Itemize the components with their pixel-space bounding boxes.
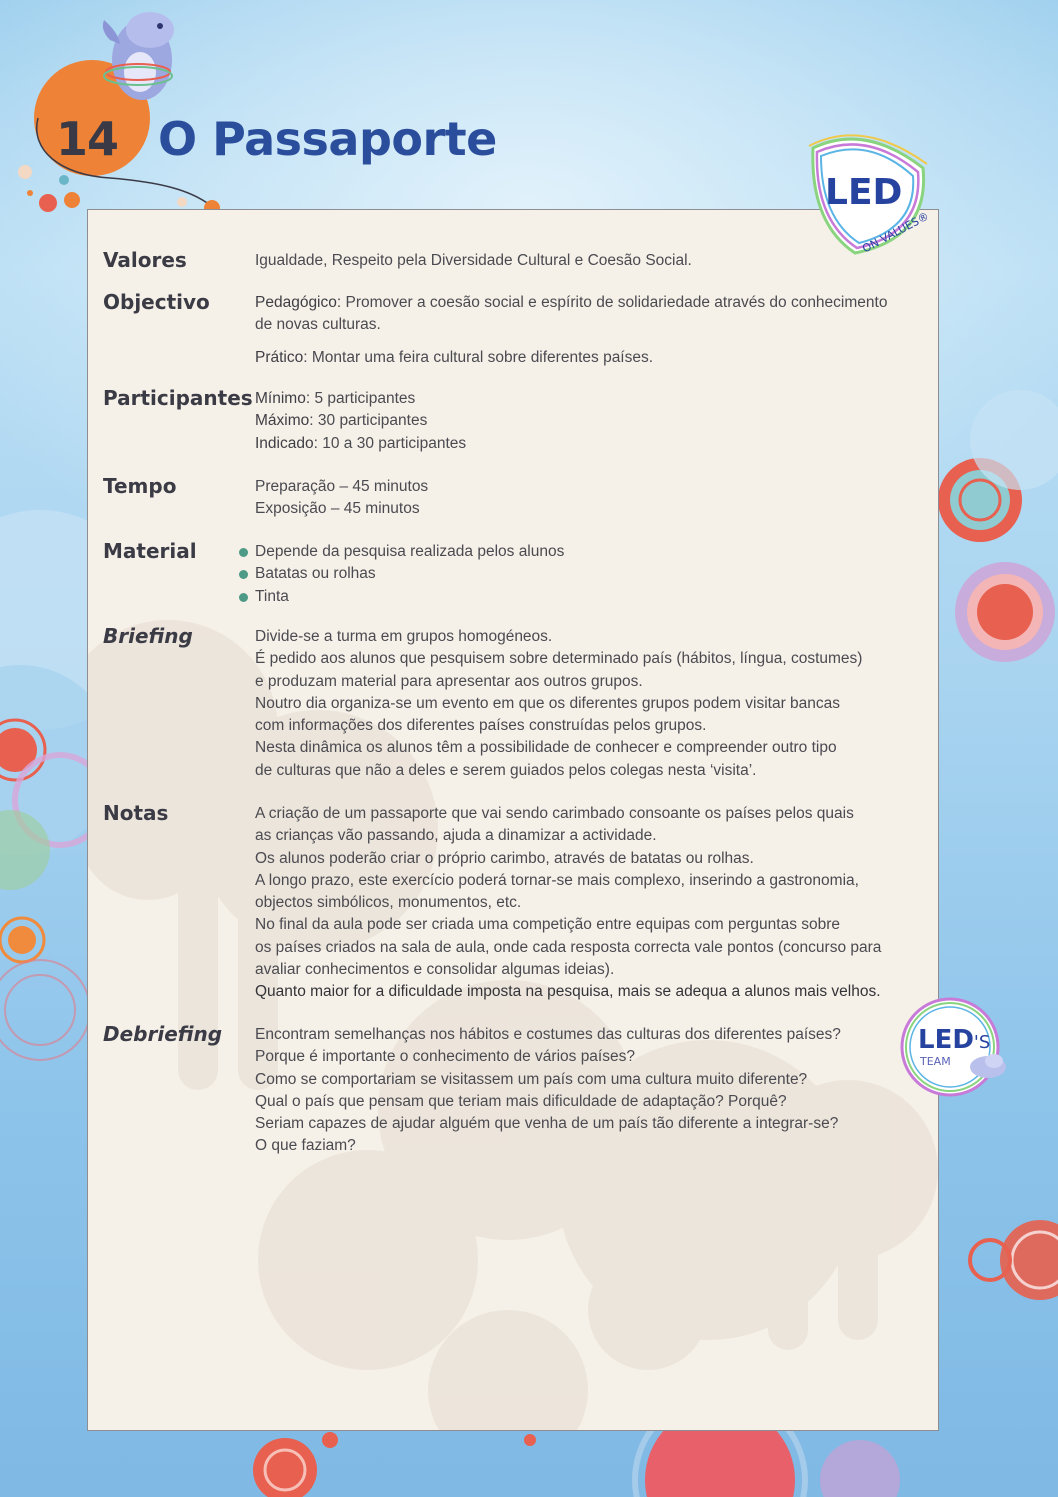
list-item-text: Batatas ou rolhas xyxy=(255,565,376,583)
briefing-line: Noutro dia organiza-se um evento em que os diferentes grupos podem visitar bancas xyxy=(255,694,841,712)
leds-team-suffix: 'S xyxy=(973,1032,991,1053)
notas-line: Os alunos poderão criar o próprio carimbo, através de batatas ou rolhas. xyxy=(255,849,754,867)
briefing-line: e produzam material para apresentar aos outros grupos. xyxy=(255,672,643,690)
notas-line: as crianças vão passando, ajuda a dinamizar a actividade. xyxy=(255,827,657,845)
objectivo-pedagogico: Pedagógico: Promover a coesão social e espírito de solidariedade através do conhecimento xyxy=(255,294,888,311)
debriefing-line: O que faziam? xyxy=(255,1137,356,1155)
material-list xyxy=(255,541,915,608)
debriefing-line: Qual o país que pensam que teriam mais dificuldade de adaptação? Porquê? xyxy=(255,1092,787,1110)
briefing-line: É pedido aos alunos que pesquisem sobre determinado país (hábitos, língua, costumes) xyxy=(255,650,863,668)
debriefing-line: Encontram semelhanças nos hábitos e costumes das culturas dos diferentes países? xyxy=(255,1026,841,1043)
notas-line: objectos simbólicos, monumentos, etc. xyxy=(255,894,522,912)
item-value: 10 a 30 participantes xyxy=(322,434,467,452)
briefing-line: Nesta dinâmica os alunos têm a possibilidade de conhecer e compreender outro tipo xyxy=(255,739,837,757)
participantes-item: Mínimo: 5 participantes xyxy=(255,390,416,407)
item-value: 30 participantes xyxy=(317,412,428,430)
pedagogico-text-line2: de novas culturas. xyxy=(255,316,381,334)
notas-line: A longo prazo, este exercício poderá tornar-se mais complexo, inserindo a gastronomia, xyxy=(255,871,859,889)
section-label: Debriefing xyxy=(103,1022,223,1046)
list-item-text: Tinta xyxy=(255,587,289,605)
section-label: Participantes xyxy=(103,386,253,410)
bullet-icon xyxy=(239,593,248,602)
section-label: Notas xyxy=(103,801,169,825)
objectivo-pratico: Prático: Montar uma feira cultural sobre diferentes países. xyxy=(255,348,654,366)
leds-team-sub: TEAM xyxy=(920,1055,951,1068)
briefing-line: com informações dos diferentes países construídas pelos grupos. xyxy=(255,717,707,735)
leds-team-text xyxy=(918,1025,990,1055)
pratico-text: Montar uma feira cultural sobre diferentes países. xyxy=(311,348,654,366)
section-content xyxy=(255,1024,915,1158)
section-content xyxy=(255,541,915,608)
item-key: Mínimo xyxy=(255,390,306,407)
pedagogico-key: Pedagógico xyxy=(255,294,337,311)
bullet-icon xyxy=(239,548,248,557)
item-value: 5 participantes xyxy=(314,390,416,407)
participantes-item: Máximo: 30 participantes xyxy=(255,412,428,430)
activity-number: 14 xyxy=(56,112,119,166)
section-label: Material xyxy=(103,539,197,563)
item-key: Indicado xyxy=(255,434,314,452)
led-logo-text: LED xyxy=(825,172,903,213)
section-content xyxy=(255,626,915,782)
led-logo-mark: ® xyxy=(915,209,932,227)
section-label: Briefing xyxy=(103,624,193,648)
activity-card xyxy=(87,209,939,1431)
pedagogico-text-line1: Promover a coesão social e espírito de solidariedade através do conhecimento xyxy=(345,294,888,311)
notas-line: os países criados na sala de aula, onde cada resposta correcta vale pontos (concurso para xyxy=(255,938,882,956)
list-item-text: Depende da pesquisa realizada pelos alunos xyxy=(255,543,565,560)
debriefing-line: Como se comportariam se visitassem um país com uma cultura muito diferente? xyxy=(255,1070,808,1088)
led-logo-sub: ON VALUES xyxy=(860,214,922,256)
briefing-line: de culturas que não a deles e serem guiados pelos colegas nesta ‘visita’. xyxy=(255,761,757,779)
list-item xyxy=(255,586,915,608)
tempo-line: Preparação – 45 minutos xyxy=(255,478,429,495)
section-label: Objectivo xyxy=(103,290,210,314)
item-key: Máximo xyxy=(255,412,310,430)
notas-line: A criação de um passaporte que vai sendo carimbado consoante os países pelos quais xyxy=(255,805,854,822)
section-content xyxy=(255,388,915,455)
notas-line: No final da aula pode ser criada uma competição entre equipas com perguntas sobre xyxy=(255,916,841,934)
section-label: Valores xyxy=(103,248,187,272)
section-content xyxy=(255,476,915,521)
notas-line: avaliar conhecimentos e consolidar algumas ideias). xyxy=(255,961,615,979)
section-content xyxy=(255,803,915,1004)
list-item xyxy=(255,541,915,563)
notas-line: Quanto maior for a dificuldade imposta na pesquisa, mais se adequa a alunos mais velhos. xyxy=(255,983,881,1001)
valores-text: Igualdade, Respeito pela Diversidade Cultural e Coesão Social. xyxy=(255,252,692,269)
list-item xyxy=(255,563,915,585)
section-label: Tempo xyxy=(103,474,177,498)
leds-team-main: LED xyxy=(918,1025,974,1055)
led-on-values-logo xyxy=(805,128,935,268)
briefing-line: Divide-se a turma em grupos homogéneos. xyxy=(255,628,553,645)
debriefing-line: Seriam capazes de ajudar alguém que venha de um país tão diferente a integrar-se? xyxy=(255,1115,839,1133)
participantes-item: Indicado: 10 a 30 participantes xyxy=(255,434,467,452)
tempo-line: Exposição – 45 minutos xyxy=(255,500,420,518)
section-content xyxy=(255,292,915,369)
pratico-key: Prático xyxy=(255,348,304,366)
page-title: O Passaporte xyxy=(158,112,497,166)
debriefing-line: Porque é importante o conhecimento de vários países? xyxy=(255,1048,635,1066)
leds-team-logo xyxy=(898,995,1010,1100)
